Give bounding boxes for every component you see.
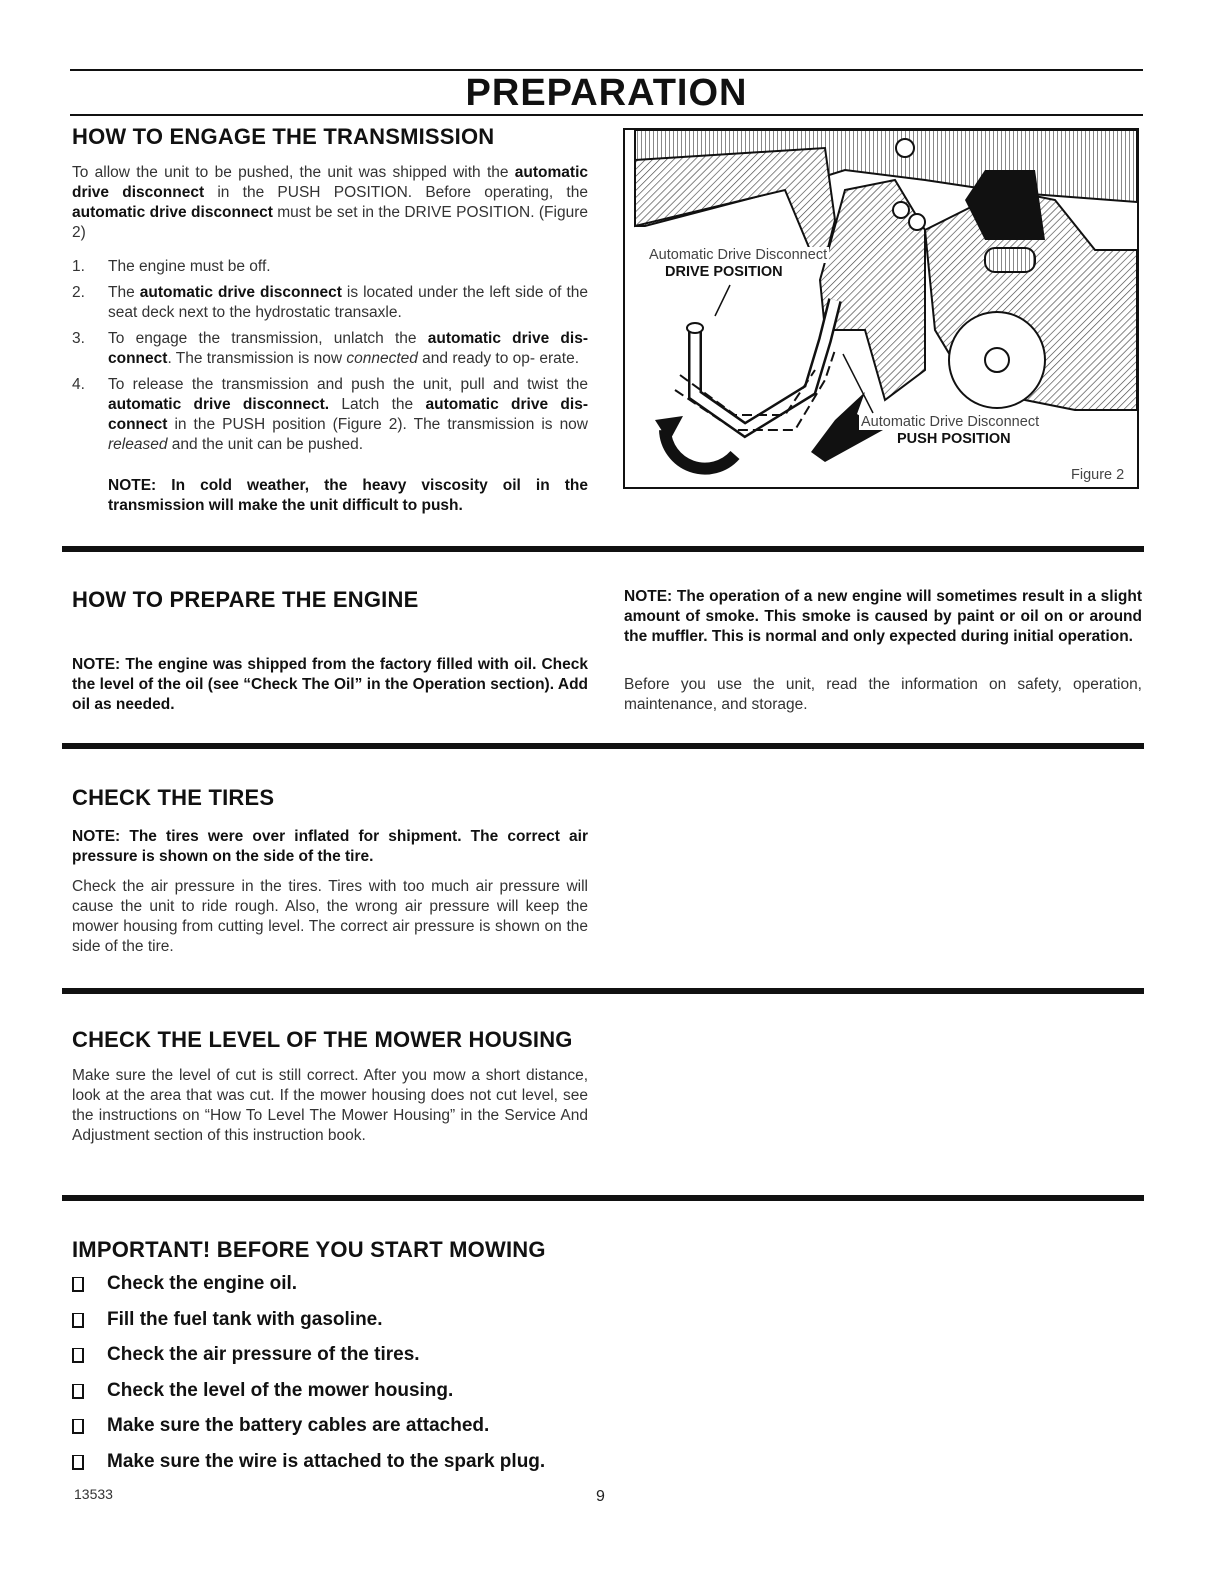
- step-run: automatic drive dis- connect: [108, 330, 588, 367]
- top-rule: [70, 69, 1143, 71]
- transmission-intro: [72, 163, 588, 243]
- section-divider-2: [62, 743, 1144, 749]
- intro-run: automatic drive disconnect: [72, 204, 273, 221]
- checklist-item-label: Make sure the battery cables are attached.: [107, 1415, 490, 1436]
- checkbox-icon: [72, 1277, 84, 1292]
- step-run: automatic drive dis- connect: [108, 396, 588, 433]
- step-run: Latch the: [329, 396, 426, 413]
- page-title: PREPARATION: [465, 72, 748, 114]
- step-run: . The transmission is now: [167, 350, 347, 367]
- push-label: Automatic Drive Disconnect: [861, 414, 1040, 430]
- step-text: [108, 376, 588, 453]
- housing-body: Make sure the level of cut is still correct. After you mow a short distance, look at the area that was cut. If the mower housing does not cut level, see the instructions on “How To Level The Mower Housing” in the Service And Adjustment section of this instruction book.: [72, 1067, 588, 1144]
- checkbox-icon: [72, 1455, 84, 1470]
- checklist-item-label: Make sure the wire is attached to the spark plug.: [107, 1450, 546, 1472]
- step-run: is located under the left side of the seat deck next to the hydrostatic transaxle.: [108, 284, 588, 321]
- transmission-note: NOTE: In cold weather, the heavy viscosity oil in the transmission will make the unit difficult to push.: [108, 477, 588, 514]
- step-number: 4.: [72, 376, 85, 393]
- step-run: automatic drive disconnect.: [108, 396, 330, 413]
- checkbox-icon: [72, 1348, 84, 1363]
- step-run: To release the transmission and push the unit, pull and twist the: [108, 376, 588, 393]
- push-position-label: PUSH POSITION: [897, 431, 1011, 447]
- checkbox-icon: [72, 1419, 84, 1434]
- automatic-drive-disconnect-illustration: [625, 130, 1137, 487]
- housing-heading: CHECK THE LEVEL OF THE MOWER HOUSING: [72, 1027, 573, 1052]
- checkbox-icon: [72, 1384, 84, 1399]
- tires-heading: CHECK THE TIRES: [72, 785, 275, 810]
- transmission-step: [72, 283, 588, 323]
- engine-note: NOTE: The engine was shipped from the factory filled with oil. Check the level of the oil (see “Check The Oil” in the Operation section). Add oil as needed.: [72, 656, 588, 713]
- intro-run: in the PUSH POSITION. Before operating, the: [204, 184, 588, 201]
- tires-note: NOTE: The tires were over inflated for shipment. The correct air pressure is shown on the side of the tire.: [72, 828, 588, 865]
- section-divider-3: [62, 988, 1144, 994]
- transmission-step: [72, 257, 588, 277]
- checklist-item-label: Check the level of the mower housing.: [107, 1379, 454, 1401]
- step-run: and the unit can be pushed.: [167, 436, 364, 453]
- intro-run: must be set in the DRIVE POSITION. (Figure 2): [72, 204, 588, 241]
- step-run: automatic drive disconnect: [139, 284, 342, 301]
- section-divider-4: [62, 1195, 1144, 1201]
- drive-position-label: DRIVE POSITION: [665, 264, 783, 280]
- step-text: [108, 284, 588, 321]
- checkbox-icon: [72, 1313, 84, 1328]
- checklist-item: [70, 1307, 545, 1343]
- transmission-steps: [72, 257, 588, 461]
- engine-note-2: NOTE: The operation of a new engine will sometimes result in a slight amount of smoke. This smoke is caused by paint or oil on or around the muffler. This is normal and only expected during initial operation.: [624, 588, 1142, 645]
- page-number: 9: [596, 1488, 605, 1505]
- figure-2: [623, 128, 1139, 489]
- checklist-item-label: Fill the fuel tank with gasoline.: [107, 1308, 383, 1330]
- figure-caption: Figure 2: [1071, 467, 1125, 483]
- transmission-step: [72, 329, 588, 369]
- step-number: 3.: [72, 330, 85, 347]
- step-run: To engage the transmission, unlatch the: [108, 330, 428, 347]
- engine-heading: HOW TO PREPARE THE ENGINE: [72, 587, 419, 612]
- title-underline: [70, 114, 1143, 116]
- step-run: connected: [346, 350, 418, 367]
- checklist-item-label: Check the air pressure of the tires.: [107, 1344, 420, 1365]
- checklist-item: [70, 1271, 545, 1307]
- document-code: 13533: [74, 1486, 113, 1502]
- section-divider-1: [62, 546, 1144, 552]
- important-heading: IMPORTANT! BEFORE YOU START MOWING: [72, 1237, 546, 1262]
- step-run: and ready to op- erate.: [417, 350, 580, 367]
- intro-run: To allow the unit to be pushed, the unit was shipped with the: [72, 164, 515, 181]
- step-run: The engine must be off.: [108, 258, 271, 275]
- engine-body: Before you use the unit, read the information on safety, operation, maintenance, and storage.: [624, 676, 1142, 713]
- step-number: 1.: [72, 258, 85, 275]
- step-run: The: [108, 284, 140, 301]
- checklist-item: [70, 1342, 545, 1378]
- checklist-item: [70, 1413, 545, 1449]
- drive-label: Automatic Drive Disconnect: [649, 247, 828, 263]
- transmission-step: [72, 375, 588, 455]
- intro-run: automatic drive disconnect: [72, 164, 588, 201]
- step-number: 2.: [72, 284, 85, 301]
- step-run: released: [108, 436, 168, 453]
- mowing-checklist: [70, 1271, 545, 1484]
- transmission-heading: HOW TO ENGAGE THE TRANSMISSION: [72, 124, 495, 149]
- step-text: [108, 330, 588, 367]
- checklist-item: [70, 1449, 545, 1485]
- tires-body: Check the air pressure in the tires. Tires with too much air pressure will cause the unit to ride rough. Also, the wrong air pressure will keep the mower housing from cutting level. The correct air pressure is shown on the side of the tire.: [72, 878, 588, 955]
- checklist-item-label: Check the engine oil.: [107, 1273, 298, 1294]
- step-run: in the PUSH position (Figure 2). The transmission is now: [167, 416, 588, 433]
- checklist-item: [70, 1378, 545, 1414]
- step-text: [108, 258, 271, 275]
